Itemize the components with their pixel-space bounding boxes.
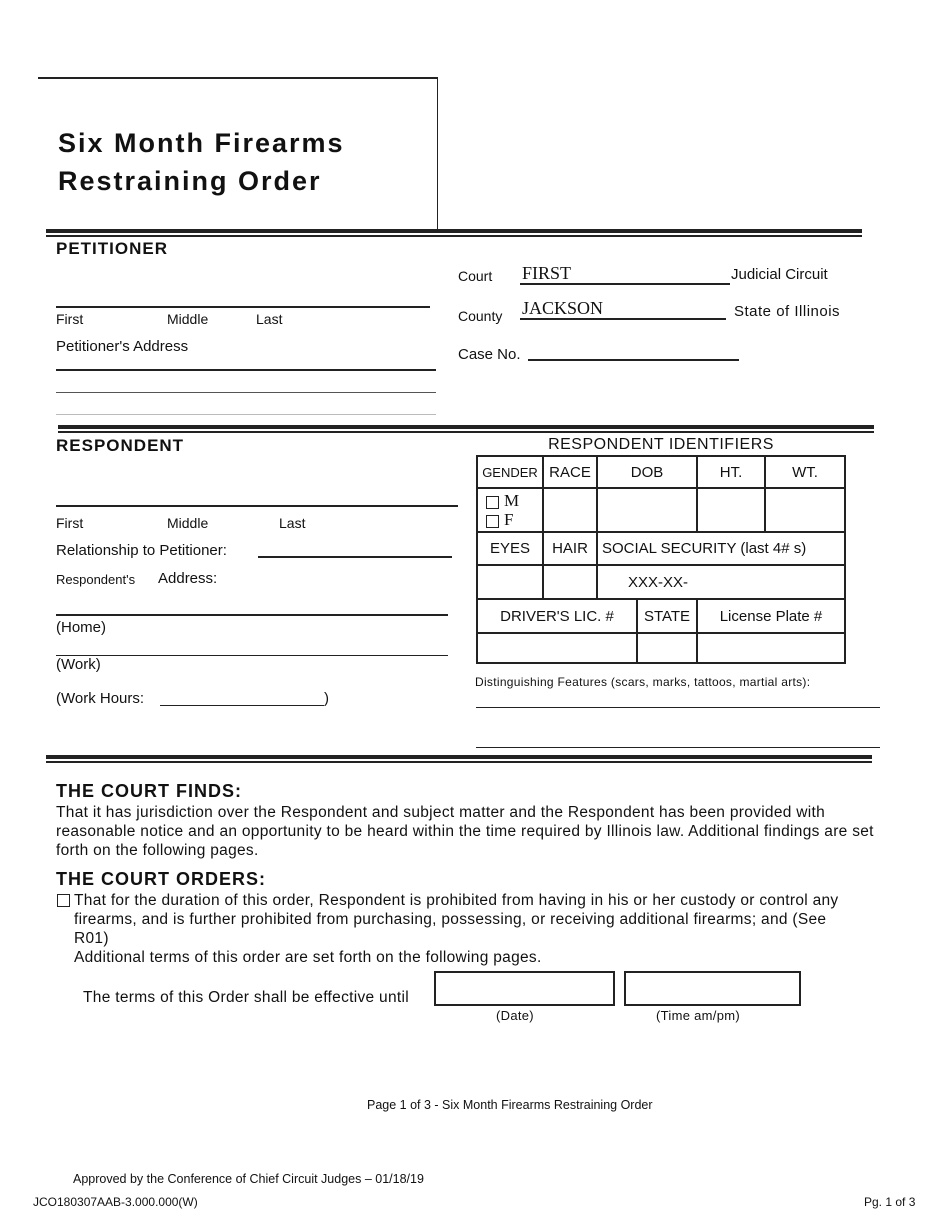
effective-until-label: The terms of this Order shall be effective until xyxy=(83,989,409,1006)
eyes-cell[interactable] xyxy=(477,565,543,599)
eyes-header: EYES xyxy=(477,532,543,565)
state-header: STATE xyxy=(637,599,697,633)
petitioner-last-label: Last xyxy=(256,311,283,327)
work-hours-close: ) xyxy=(324,690,329,707)
effective-date-field[interactable] xyxy=(434,971,615,1006)
features-label: Distinguishing Features (scars, marks, tattoos, martial arts): xyxy=(475,675,811,689)
page-number: Pg. 1 of 3 xyxy=(864,1195,916,1209)
case-no-field[interactable] xyxy=(528,359,739,361)
male-label: M xyxy=(504,491,520,510)
petitioner-first-label: First xyxy=(56,311,84,327)
order-item1-text: That for the duration of this order, Respondent is prohibited from having in his or her custody or control any firearms, and is further prohibited from purchasing, possessing, or receiving additional firearms; and (See R01) xyxy=(74,892,839,947)
gender-header: GENDER xyxy=(477,456,543,488)
respondent-address-label: Address: xyxy=(158,570,218,587)
date-caption: (Date) xyxy=(496,1008,534,1023)
petitioner-name-line[interactable] xyxy=(56,306,430,308)
ssn-cell[interactable] xyxy=(597,565,845,599)
judicial-circuit-label: Judicial Circuit xyxy=(731,266,828,283)
features-line-2[interactable] xyxy=(476,747,880,748)
order-item1-checkbox[interactable] xyxy=(57,894,70,907)
respondent-middle-label: Middle xyxy=(167,515,209,531)
state-cell[interactable] xyxy=(637,633,697,663)
work-address-line[interactable] xyxy=(56,655,448,656)
drivers-lic-header: DRIVER'S LIC. # xyxy=(477,599,637,633)
county-label: County xyxy=(458,308,503,324)
relationship-label: Relationship to Petitioner: xyxy=(56,542,227,559)
form-title xyxy=(58,124,428,200)
work-hours-label: (Work Hours: xyxy=(56,690,145,707)
additional-terms-text: Additional terms of this order are set forth on the following pages. xyxy=(74,949,542,966)
ssn-header: SOCIAL SECURITY (last 4# s) xyxy=(597,532,845,565)
respondents-label: Respondent's xyxy=(56,572,136,587)
section-rule-thick-2 xyxy=(58,425,874,429)
home-label: (Home) xyxy=(56,619,107,636)
approved-note: Approved by the Conference of Chief Circuit Judges – 01/18/19 xyxy=(73,1172,424,1186)
respondent-last-label: Last xyxy=(279,515,306,531)
dob-header: DOB xyxy=(597,456,697,488)
respondent-first-label: First xyxy=(56,515,84,531)
female-checkbox[interactable] xyxy=(486,515,499,528)
section-rule-thick xyxy=(46,229,862,233)
race-header: RACE xyxy=(543,456,597,488)
court-orders-heading: THE COURT ORDERS: xyxy=(56,869,266,889)
petitioner-address-label: Petitioner's Address xyxy=(56,338,189,355)
county-value[interactable]: JACKSON xyxy=(522,298,604,318)
court-finds-heading: THE COURT FINDS: xyxy=(56,781,242,801)
identifiers-table xyxy=(476,455,846,664)
petitioner-address-line-2[interactable] xyxy=(56,392,436,393)
form-title-line2: Restraining Order xyxy=(58,166,322,196)
county-line xyxy=(520,318,726,320)
petitioner-middle-label: Middle xyxy=(167,311,209,327)
plate-header: License Plate # xyxy=(697,599,845,633)
identifiers-heading: RESPONDENT IDENTIFIERS xyxy=(548,436,774,453)
section-rule-thin-3 xyxy=(46,761,872,763)
male-checkbox[interactable] xyxy=(486,496,499,509)
section-rule-thin xyxy=(46,235,862,237)
work-hours-field[interactable] xyxy=(160,705,324,706)
ht-cell[interactable] xyxy=(697,488,765,532)
form-title-line1: Six Month Firearms xyxy=(58,128,345,158)
time-caption: (Time am/pm) xyxy=(656,1008,741,1023)
court-value[interactable]: FIRST xyxy=(522,263,572,283)
page-caption: Page 1 of 3 - Six Month Firearms Restraining Order xyxy=(367,1098,653,1112)
wt-cell[interactable] xyxy=(765,488,845,532)
features-line-1[interactable] xyxy=(476,707,880,708)
drivers-lic-cell[interactable] xyxy=(477,633,637,663)
header-top-rule xyxy=(38,77,438,79)
header-divider xyxy=(437,78,438,230)
petitioner-address-line-1[interactable] xyxy=(56,369,436,371)
form-code: JCO180307AAB-3.000.000(W) xyxy=(33,1195,198,1209)
court-label: Court xyxy=(458,268,493,284)
ht-header: HT. xyxy=(697,456,765,488)
court-line xyxy=(520,283,730,285)
work-label: (Work) xyxy=(56,656,101,673)
petitioner-heading: PETITIONER xyxy=(56,239,169,258)
gender-female-option[interactable] xyxy=(486,510,542,529)
ssn-prefix: XXX-XX- xyxy=(628,573,689,591)
gender-cell xyxy=(477,488,543,532)
section-rule-thin-2 xyxy=(58,431,874,433)
relationship-field[interactable] xyxy=(258,556,452,558)
female-label: F xyxy=(504,510,514,529)
hair-header: HAIR xyxy=(543,532,597,565)
section-rule-thick-3 xyxy=(46,755,872,759)
effective-time-field[interactable] xyxy=(624,971,801,1006)
respondent-name-line[interactable] xyxy=(56,505,458,507)
state-of-illinois-label: State of Illinois xyxy=(734,303,841,320)
hair-cell[interactable] xyxy=(543,565,597,599)
court-finds-text: That it has jurisdiction over the Respondent and subject matter and the Respondent has been provided with reasonable notice and an opportunity to be heard within the time required by Illinois law. Additional findings are set forth on the following pages. xyxy=(56,804,874,859)
respondent-heading: RESPONDENT xyxy=(56,436,185,455)
case-no-label: Case No. xyxy=(458,346,521,363)
gender-male-option[interactable] xyxy=(486,491,542,510)
race-cell[interactable] xyxy=(543,488,597,532)
home-address-line[interactable] xyxy=(56,614,448,616)
wt-header: WT. xyxy=(765,456,845,488)
plate-cell[interactable] xyxy=(697,633,845,663)
dob-cell[interactable] xyxy=(597,488,697,532)
petitioner-address-line-3[interactable] xyxy=(56,414,436,415)
